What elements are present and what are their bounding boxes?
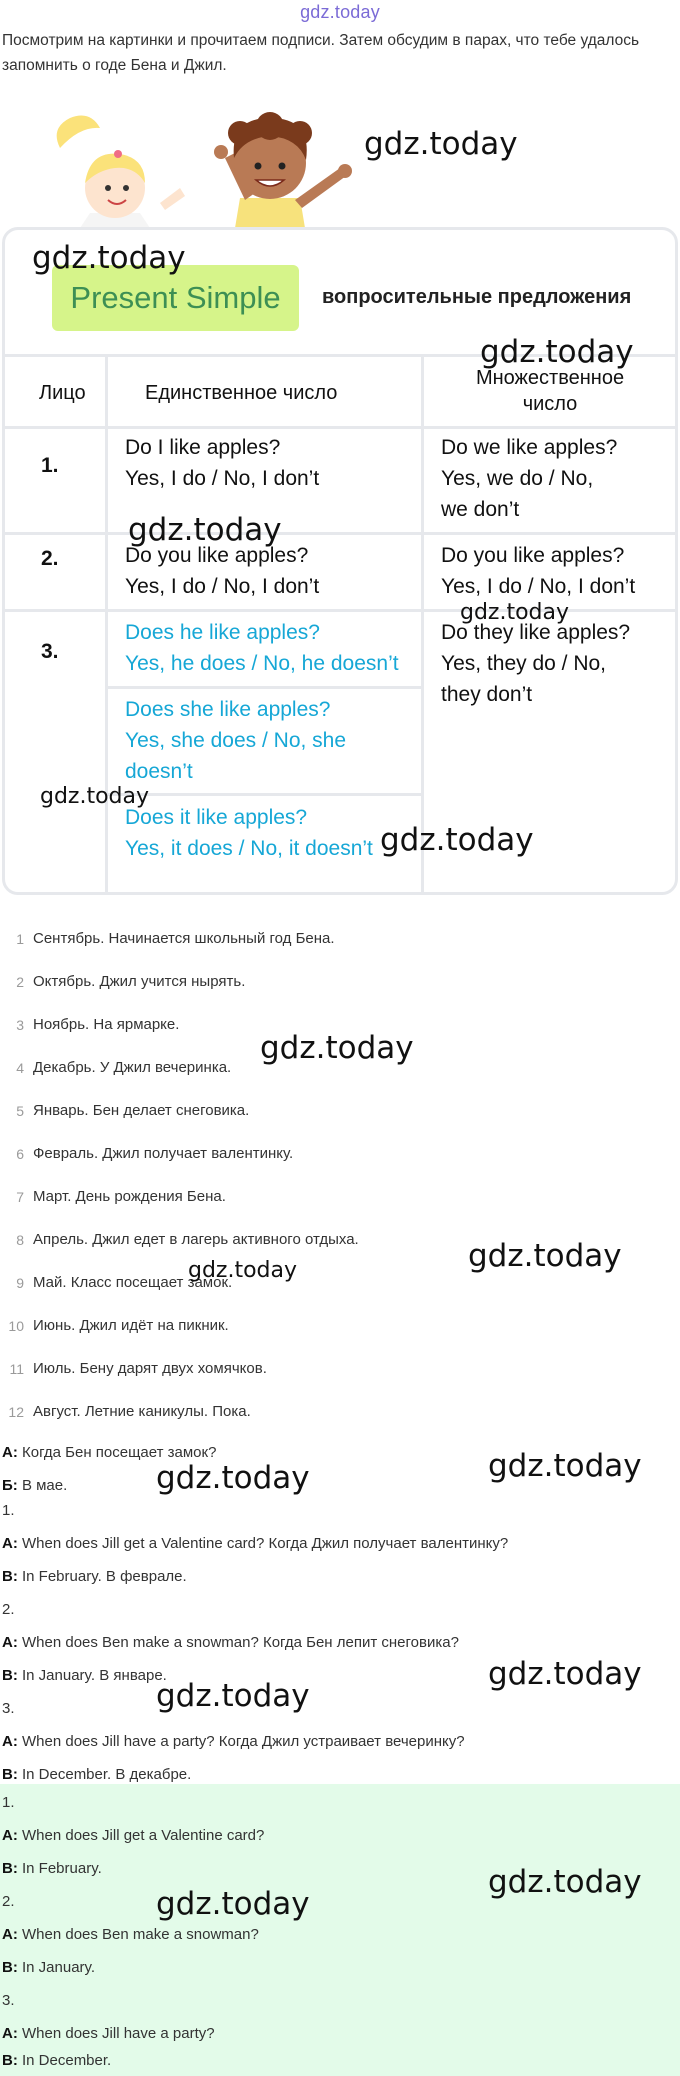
- watermark: gdz.today: [364, 126, 518, 162]
- she-answer: doesn’t: [125, 760, 193, 783]
- item-number: 1.: [2, 1794, 15, 1811]
- row-number: 2.: [41, 547, 59, 570]
- item-number: 2.: [2, 1893, 15, 1910]
- list-item: 4 Декабрь. У Джил вечеринка.: [16, 1059, 232, 1076]
- plural-answer: they don’t: [441, 683, 533, 706]
- watermark: gdz.today: [380, 822, 534, 858]
- task-instruction: Посмотрим на картинки и прочитаем подписи. Затем обсудим в парах, что тебе удалось запомнить о годе Бена и Джил.: [2, 32, 640, 74]
- watermark: gdz.today: [480, 334, 634, 370]
- watermark: gdz.today: [128, 512, 282, 548]
- children-illustration: [40, 88, 380, 228]
- watermark: gdz.today: [488, 1656, 642, 1692]
- boy-figure: [214, 112, 352, 228]
- item-number: 3.: [2, 1700, 15, 1717]
- row-number: 3.: [41, 640, 59, 663]
- plural-question: Do they like apples?: [441, 621, 631, 644]
- dialogue-line: B: In December. В декабре.: [2, 1766, 192, 1783]
- item-number: 1.: [2, 1502, 15, 1519]
- watermark: gdz.today: [32, 240, 186, 276]
- list-item: 9 Май. Класс посещает замок.: [16, 1274, 233, 1291]
- list-item: 3 Ноябрь. На ярмарке.: [16, 1016, 180, 1033]
- site-logo[interactable]: gdz.today: [300, 2, 380, 22]
- list-item: 11 Июль. Бену дарят двух хомячков.: [9, 1360, 267, 1377]
- singular-answer: Yes, I do / No, I don’t: [125, 575, 320, 598]
- he-answer: Yes, he does / No, he doesn’t: [125, 652, 399, 675]
- item-number: 2.: [2, 1601, 15, 1618]
- table-subtitle: вопросительные предложения: [322, 286, 632, 308]
- dialogue-line: A: When does Ben make a snowman? Когда Бен лепит снеговика?: [2, 1634, 459, 1651]
- row-number: 1.: [41, 454, 59, 477]
- header-plural-line2: число: [522, 393, 578, 415]
- header-plural-line1: Множественное: [475, 367, 625, 389]
- list-item: 8 Апрель. Джил едет в лагерь активного отдыха.: [16, 1231, 359, 1248]
- dialogue-line: B: In January. В январе.: [2, 1667, 167, 1684]
- dialogue-line: B: In January.: [2, 1959, 96, 1976]
- list-item: 2 Октябрь. Джил учится нырять.: [16, 973, 246, 990]
- watermark: gdz.today: [260, 1030, 414, 1066]
- plural-question: Do we like apples?: [441, 436, 618, 459]
- plural-answer: we don’t: [441, 498, 520, 521]
- header-singular: Единственное число: [145, 382, 338, 404]
- watermark: gdz.today: [488, 1448, 642, 1484]
- tense-title: Present Simple: [52, 265, 299, 331]
- dialogue-line: A: Когда Бен посещает замок?: [2, 1444, 217, 1461]
- watermark: gdz.today: [488, 1864, 642, 1900]
- dialogue-line: A: When does Jill get a Valentine card?: [2, 1827, 265, 1844]
- dialogue-line: Б: В мае.: [2, 1477, 68, 1494]
- watermark: gdz.today: [40, 784, 150, 809]
- item-number: 3.: [2, 1992, 15, 2009]
- dialogue-line: A: When does Ben make a snowman?: [2, 1926, 259, 1943]
- watermark: gdz.today: [468, 1238, 622, 1274]
- list-item: 5 Январь. Бен делает снеговика.: [16, 1102, 250, 1119]
- list-item: 10 Июнь. Джил идёт на пикник.: [8, 1317, 229, 1334]
- month-list: [0, 930, 680, 1446]
- girl-figure: [57, 116, 185, 228]
- singular-question: Do you like apples?: [125, 544, 309, 567]
- dialogue-line: A: When does Jill have a party? Когда Джил устраивает вечеринку?: [2, 1733, 465, 1750]
- dialogue-line: A: When does Jill have a party?: [2, 2025, 215, 2042]
- watermark: gdz.today: [156, 1678, 310, 1714]
- plural-question: Do you like apples?: [441, 544, 625, 567]
- list-item: 1 Сентябрь. Начинается школьный год Бена.: [16, 930, 335, 947]
- she-question: Does she like apples?: [125, 698, 331, 721]
- singular-question: Do I like apples?: [125, 436, 281, 459]
- watermark: gdz.today: [156, 1886, 310, 1922]
- it-answer: Yes, it does / No, it doesn’t: [125, 837, 373, 860]
- he-question: Does he like apples?: [125, 621, 320, 644]
- list-item: 12 Август. Летние каникулы. Пока.: [8, 1403, 251, 1420]
- dialogue-line: B: In December.: [2, 2052, 112, 2069]
- plural-answer: Yes, I do / No, I don’t: [441, 575, 636, 598]
- plural-answer: Yes, we do / No,: [441, 467, 594, 490]
- watermark: gdz.today: [460, 600, 570, 625]
- header-person: Лицо: [39, 382, 86, 404]
- list-item: 7 Март. День рождения Бена.: [16, 1188, 226, 1205]
- list-item: 6 Февраль. Джил получает валентинку.: [16, 1145, 294, 1162]
- it-question: Does it like apples?: [125, 806, 308, 829]
- dialogue-line: B: In February.: [2, 1860, 102, 1877]
- she-answer: Yes, she does / No, she: [125, 729, 347, 752]
- dialogue-line: B: In February. В феврале.: [2, 1568, 187, 1585]
- plural-answer: Yes, they do / No,: [441, 652, 606, 675]
- watermark: gdz.today: [156, 1460, 310, 1496]
- watermark: gdz.today: [188, 1258, 298, 1283]
- dialogue-line: A: When does Jill get a Valentine card? Когда Джил получает валентинку?: [2, 1535, 509, 1552]
- singular-answer: Yes, I do / No, I don’t: [125, 467, 320, 490]
